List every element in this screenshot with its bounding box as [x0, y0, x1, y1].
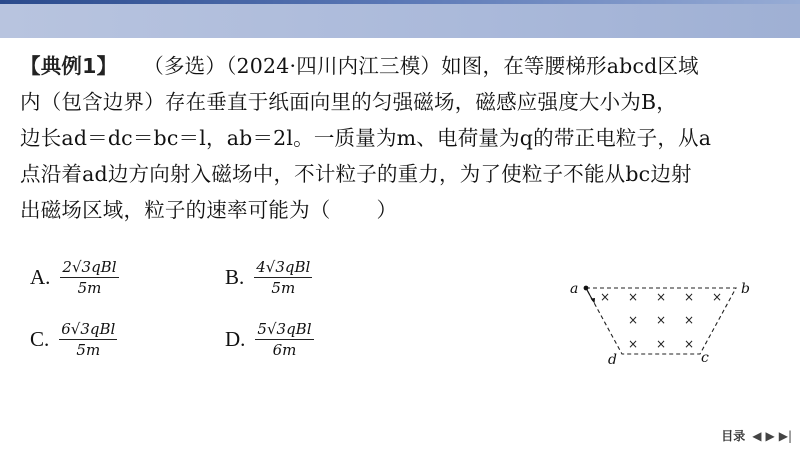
option-fraction [254, 258, 312, 297]
fraction-denominator: 5m [76, 341, 101, 359]
problem-line-2: 内（包含边界）存在垂直于纸面向里的匀强磁场，磁感应强度大小为B， [20, 90, 677, 114]
problem-statement [20, 48, 780, 228]
fraction-numerator: 2√3qBl [62, 258, 117, 276]
last-page-icon[interactable]: ▶| [778, 428, 792, 443]
field-mark: × [711, 290, 723, 304]
option-d[interactable] [225, 320, 314, 359]
field-mark: × [683, 290, 695, 304]
option-letter: D. [225, 327, 246, 351]
field-mark: × [683, 337, 695, 351]
field-mark: × [655, 290, 667, 304]
field-mark: × [655, 337, 667, 351]
prev-icon[interactable]: ◀ [752, 428, 762, 443]
field-mark: × [655, 313, 667, 327]
example-tag: 【典例1】 [20, 54, 118, 78]
trapezoid-diagram [560, 268, 760, 378]
label-c: c [701, 350, 709, 366]
fraction-denominator: 5m [77, 279, 102, 297]
header-accent-line [0, 0, 800, 4]
trapezoid-figure [560, 268, 760, 378]
fraction-denominator: 5m [271, 279, 296, 297]
field-mark: × [627, 337, 639, 351]
field-mark: × [627, 313, 639, 327]
option-fraction [59, 320, 117, 359]
fraction-numerator: 6√3qBl [61, 320, 116, 338]
problem-line-3: 边长ad＝dc＝bc＝l，ab＝2l。一质量为m、电荷量为q的带正电粒子，从a [20, 126, 712, 150]
fraction-numerator: 4√3qBl [256, 258, 311, 276]
field-mark: × [627, 290, 639, 304]
label-d: d [608, 352, 617, 368]
option-letter: B. [225, 265, 245, 289]
arrow-head [591, 298, 595, 304]
option-letter: C. [30, 327, 50, 351]
problem-line-4: 点沿着ad边方向射入磁场中，不计粒子的重力，为了使粒子不能从bc边射 [20, 162, 692, 186]
answer-options [30, 258, 470, 378]
field-mark: × [599, 290, 611, 304]
option-letter: A. [30, 265, 51, 289]
fraction-denominator: 6m [272, 341, 297, 359]
option-fraction [255, 320, 313, 359]
label-b: b [741, 281, 750, 297]
field-mark: × [683, 313, 695, 327]
option-fraction [60, 258, 118, 297]
option-c[interactable] [30, 320, 117, 359]
slide-navigation [721, 427, 792, 444]
problem-line-1: 【典例1】 （多选）（2024·四川内江三模）如图，在等腰梯形abcd区域 [20, 54, 699, 78]
header-bar [0, 0, 800, 38]
problem-line-5: 出磁场区域，粒子的速率可能为（ ） [20, 198, 398, 222]
option-a[interactable] [30, 258, 119, 297]
option-b[interactable] [225, 258, 312, 297]
label-a: a [570, 281, 579, 297]
contents-link[interactable]: 目录 [721, 429, 746, 443]
fraction-numerator: 5√3qBl [257, 320, 312, 338]
next-icon[interactable]: ▶ [765, 428, 775, 443]
